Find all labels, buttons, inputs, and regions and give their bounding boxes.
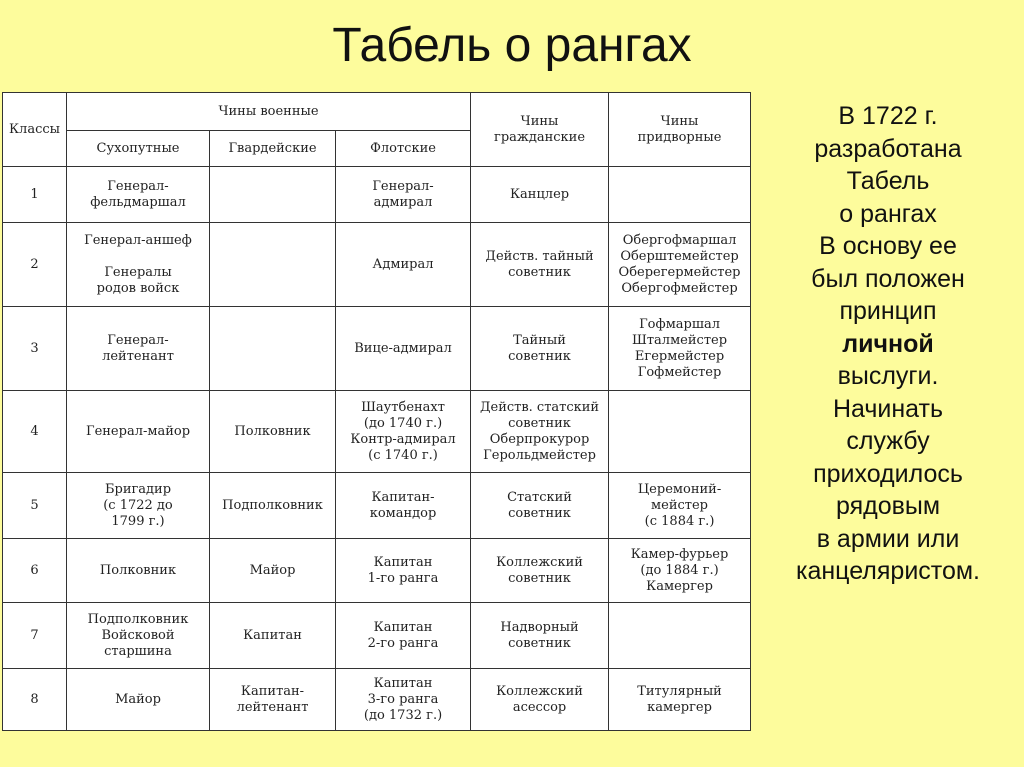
navy-rank-cell: Шаутбенахт (до 1740 г.) Контр-адмирал (с 1740 г.) <box>336 391 471 473</box>
civil-rank-cell: Коллежский асессор <box>471 669 609 731</box>
class-cell: 5 <box>3 473 67 539</box>
class-cell: 8 <box>3 669 67 731</box>
side-text-line: разработана <box>814 134 962 163</box>
ranks-table <box>2 92 751 731</box>
class-cell: 2 <box>3 223 67 307</box>
side-text-line: канцеляристом. <box>795 557 980 585</box>
side-text-line: принцип <box>839 297 937 325</box>
guard-rank-cell: Подполковник <box>210 473 336 539</box>
header-navy: Флотские <box>336 131 471 167</box>
land-rank-cell: Генерал-аншеф Генералы родов войск <box>67 223 210 307</box>
table-row <box>3 669 751 731</box>
court-rank-cell: Гофмаршал Шталмейстер Егермейстер Гофмейстер <box>609 307 751 391</box>
header-land: Сухопутные <box>67 131 210 167</box>
guard-rank-cell <box>210 307 336 391</box>
class-cell: 7 <box>3 603 67 669</box>
navy-rank-cell: Капитан 2-го ранга <box>336 603 471 669</box>
navy-rank-cell: Генерал- адмирал <box>336 167 471 223</box>
navy-rank-cell: Вице-адмирал <box>336 307 471 391</box>
table-row <box>3 391 751 473</box>
class-cell: 6 <box>3 539 67 603</box>
header-classes: Классы <box>3 93 67 167</box>
court-rank-cell <box>609 603 751 669</box>
slide-title: Табель о рангах <box>332 19 692 72</box>
side-text-line: службу <box>846 427 930 455</box>
class-cell: 4 <box>3 391 67 473</box>
header-civil: Чины гражданские <box>471 93 609 167</box>
class-cell: 1 <box>3 167 67 223</box>
court-rank-cell <box>609 167 751 223</box>
civil-rank-cell: Канцлер <box>471 167 609 223</box>
table-row <box>3 167 751 223</box>
table-row <box>3 473 751 539</box>
land-rank-cell: Генерал- лейтенант <box>67 307 210 391</box>
side-text-emphasis: личной <box>842 329 934 358</box>
side-text-line: о рангах <box>839 199 937 228</box>
civil-rank-cell: Действ. тайный советник <box>471 223 609 307</box>
side-text-line: приходилось <box>813 459 963 488</box>
land-rank-cell: Майор <box>67 669 210 731</box>
guard-rank-cell: Майор <box>210 539 336 603</box>
navy-rank-cell: Капитан 3-го ранга (до 1732 г.) <box>336 669 471 731</box>
court-rank-cell: Титулярный камергер <box>609 669 751 731</box>
side-text-line: рядовым <box>835 492 941 520</box>
table-row <box>3 307 751 391</box>
side-text-line: Табель <box>846 167 930 195</box>
guard-rank-cell: Капитан <box>210 603 336 669</box>
guard-rank-cell <box>210 167 336 223</box>
court-rank-cell: Церемоний- мейстер (с 1884 г.) <box>609 473 751 539</box>
guard-rank-cell: Полковник <box>210 391 336 473</box>
table-row <box>3 223 751 307</box>
side-text-line: был положен <box>811 264 965 293</box>
table-of-ranks <box>2 92 750 730</box>
civil-rank-cell: Статский советник <box>471 473 609 539</box>
land-rank-cell: Генерал-майор <box>67 391 210 473</box>
header-military: Чины военные <box>67 93 471 131</box>
navy-rank-cell: Адмирал <box>336 223 471 307</box>
guard-rank-cell <box>210 223 336 307</box>
guard-rank-cell: Капитан- лейтенант <box>210 669 336 731</box>
court-rank-cell: Камер-фурьер (до 1884 г.) Камергер <box>609 539 751 603</box>
header-row-top <box>3 93 751 131</box>
land-rank-cell: Полковник <box>67 539 210 603</box>
court-rank-cell <box>609 391 751 473</box>
civil-rank-cell: Действ. статский советник Оберпрокурор Герольдмейстер <box>471 391 609 473</box>
table-row <box>3 539 751 603</box>
land-rank-cell: Подполковник Войсковой старшина <box>67 603 210 669</box>
court-rank-cell: Обергофмаршал Оберштемейстер Оберегермейстер Обергофмейстер <box>609 223 751 307</box>
civil-rank-cell: Коллежский советник <box>471 539 609 603</box>
header-court: Чины придворные <box>609 93 751 167</box>
navy-rank-cell: Капитан- командор <box>336 473 471 539</box>
side-text-line: в армии или <box>816 524 960 553</box>
civil-rank-cell: Надворный советник <box>471 603 609 669</box>
side-text-line: Начинать <box>832 394 944 423</box>
table-row <box>3 603 751 669</box>
civil-rank-cell: Тайный советник <box>471 307 609 391</box>
class-cell: 3 <box>3 307 67 391</box>
land-rank-cell: Генерал- фельдмаршал <box>67 167 210 223</box>
side-text <box>752 100 1024 588</box>
header-guard: Гвардейские <box>210 131 336 167</box>
navy-rank-cell: Капитан 1-го ранга <box>336 539 471 603</box>
land-rank-cell: Бригадир (с 1722 до 1799 г.) <box>67 473 210 539</box>
side-text-line: В 1722 г. <box>838 102 938 130</box>
side-text-line: В основу ее <box>819 232 957 260</box>
side-text-line: выслуги. <box>837 362 939 390</box>
